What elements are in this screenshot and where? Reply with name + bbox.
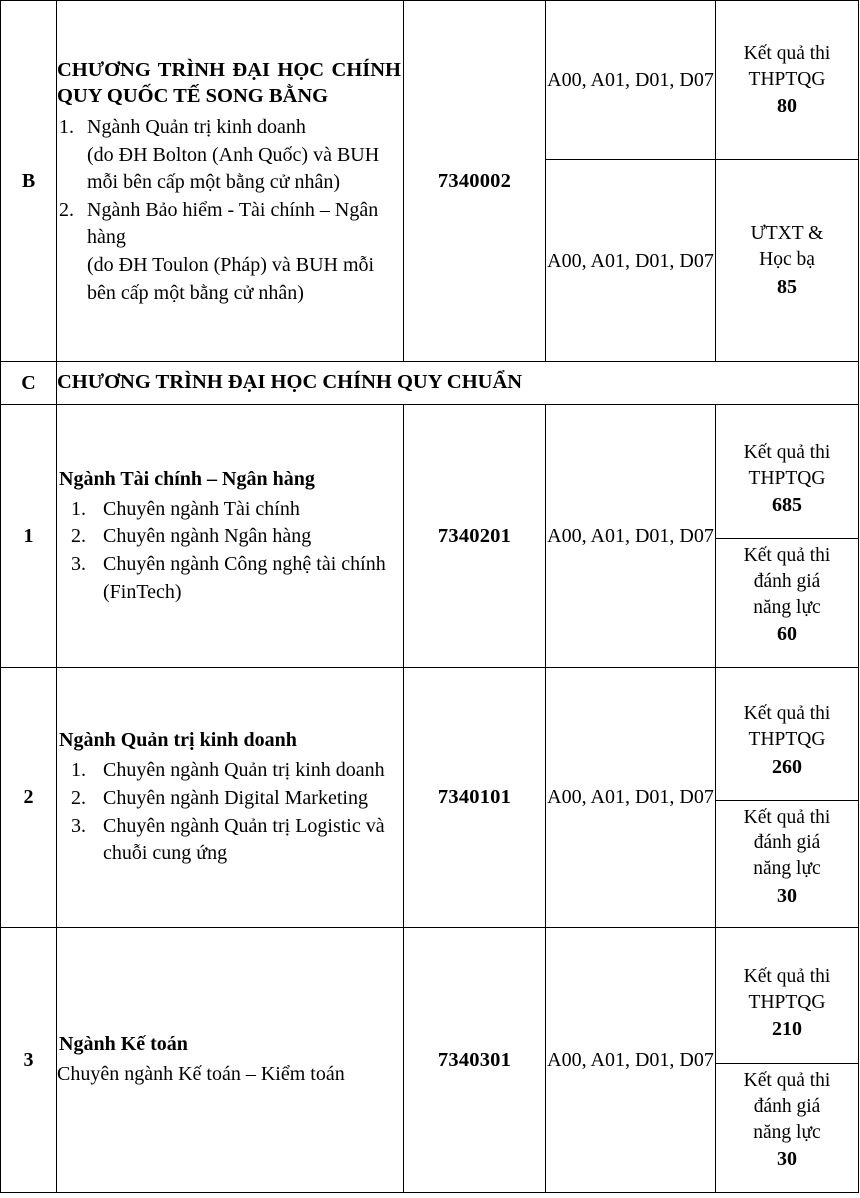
list-marker: 3. [71, 553, 86, 575]
quota-method-line-1: Kết quả thi [743, 965, 831, 987]
table-row [1, 928, 859, 1193]
quota-method-line-3: năng lực [753, 596, 821, 618]
list-item [57, 523, 403, 551]
section-b-blocks-2: A00, A01, D01, D07 [546, 160, 716, 362]
section-b-item-list [57, 114, 403, 307]
list-marker: 3. [71, 814, 86, 837]
quota-value: 80 [777, 95, 797, 118]
quota-entry [716, 943, 858, 1064]
list-marker: 2. [71, 525, 86, 548]
quota-value: 260 [772, 755, 802, 778]
specialization-label: Chuyên ngành Tài chính [103, 497, 300, 520]
quota-method-line-1: ƯTXT & [750, 223, 824, 245]
row-name-cell-3 [57, 928, 404, 1193]
list-marker: 1. [71, 759, 86, 782]
section-b-blocks-1: A00, A01, D01, D07 [546, 1, 716, 160]
exam-blocks-1: A00, A01, D01, D07 [546, 405, 716, 668]
quota-subtable [716, 37, 858, 124]
list-marker: 2. [71, 786, 86, 809]
row-index-1: 1 [1, 405, 57, 668]
row-name-cell-2 [57, 668, 404, 928]
specialization-list [57, 757, 403, 867]
quota-subtable [716, 943, 858, 1177]
list-marker: 1. [71, 497, 86, 520]
specialization-label: Chuyên ngành Quản trị Logistic và chuỗi cung ứng [103, 814, 385, 865]
major-title: Ngành Quản trị kinh doanh [59, 729, 297, 752]
row-quota-cell-1 [716, 405, 859, 668]
quota-method-line-2: THPTQG [748, 991, 826, 1013]
quota-subtable [716, 217, 858, 304]
quota-value: 85 [777, 275, 797, 298]
quota-method-line-2: THPTQG [748, 68, 826, 90]
list-item [57, 813, 403, 868]
section-b-name-cell [57, 1, 404, 362]
section-b-quota-1-cell [716, 1, 859, 160]
quota-method-line-2: đánh giá [753, 1095, 821, 1117]
quota-value: 30 [777, 884, 797, 907]
row-name-cell-1 [57, 405, 404, 668]
list-item [57, 551, 403, 606]
major-code-3: 7340301 [404, 928, 546, 1193]
quota-entry [716, 37, 858, 124]
quota-entry [716, 217, 858, 304]
table-row [1, 668, 859, 928]
quota-method-line-1: Kết quả thi [743, 703, 831, 725]
quota-entry [716, 1064, 858, 1177]
program-note: (do ĐH Bolton (Anh Quốc) và BUH mỗi bên cấp một bằng cử nhân) [87, 143, 380, 194]
quota-method-line-3: năng lực [753, 858, 821, 880]
specialization-list [57, 496, 403, 606]
row-quota-cell-2 [716, 668, 859, 928]
quota-method-line-1: Kết quả thi [743, 545, 831, 567]
exam-blocks-2: A00, A01, D01, D07 [546, 668, 716, 928]
quota-value: 60 [777, 623, 797, 646]
quota-entry [716, 682, 858, 801]
quota-value: 30 [777, 1148, 797, 1171]
specialization-label: Chuyên ngành Kế toán – Kiểm toán [57, 1063, 345, 1086]
major-title: Ngành Tài chính – Ngân hàng [59, 467, 315, 490]
specialization-label: Chuyên ngành Quản trị kinh doanh [103, 759, 385, 782]
quota-entry [716, 800, 858, 913]
section-b-quota-2-cell [716, 160, 859, 362]
table-row [1, 362, 859, 405]
quota-method-line-2: đánh giá [753, 832, 821, 854]
quota-method-line-2: THPTQG [748, 729, 826, 750]
section-b-index: B [1, 1, 57, 362]
exam-blocks-3: A00, A01, D01, D07 [546, 928, 716, 1193]
list-marker: 1. [59, 116, 74, 139]
quota-entry [716, 420, 858, 539]
quota-entry [716, 539, 858, 652]
quota-method-line-2: THPTQG [748, 467, 826, 489]
program-title: Ngành Quản trị kinh doanh [87, 116, 306, 139]
section-b-heading: CHƯƠNG TRÌNH ĐẠI HỌC CHÍNH QUY QUỐC TẾ SONG BẰNG [57, 58, 401, 108]
quota-method-line-3: năng lực [753, 1121, 821, 1143]
list-item [57, 785, 403, 813]
specialization-label: Chuyên ngành Ngân hàng [103, 525, 312, 548]
list-marker: 2. [59, 198, 74, 221]
quota-method-line-1: Kết quả thi [743, 42, 831, 64]
program-title: Ngành Bảo hiểm - Tài chính – Ngân hàng [87, 198, 379, 249]
quota-value: 210 [772, 1018, 802, 1041]
major-title: Ngành Kế toán [59, 1033, 188, 1056]
list-item [57, 197, 403, 307]
list-item [57, 496, 403, 524]
specialization-label: Chuyên ngành Digital Marketing [103, 786, 368, 809]
program-note: (do ĐH Toulon (Pháp) và BUH mỗi bên cấp một bằng cử nhân) [87, 254, 375, 304]
quota-method-line-1: Kết quả thi [743, 806, 831, 828]
quota-subtable [716, 682, 858, 914]
list-item [57, 114, 403, 197]
list-item [57, 757, 403, 785]
major-code-2: 7340101 [404, 668, 546, 928]
table-row [1, 1, 859, 160]
major-code-1: 7340201 [404, 405, 546, 668]
quota-method-line-2: đánh giá [753, 570, 821, 592]
section-c-heading: CHƯƠNG TRÌNH ĐẠI HỌC CHÍNH QUY CHUẨN [57, 362, 859, 405]
specialization-label: Chuyên ngành Công nghệ tài chính (FinTech) [103, 553, 386, 603]
row-index-3: 3 [1, 928, 57, 1193]
quota-method-line-2: Học bạ [759, 249, 815, 271]
quota-method-line-1: Kết quả thi [743, 441, 831, 463]
section-b-major-code: 7340002 [404, 1, 546, 362]
row-quota-cell-3 [716, 928, 859, 1193]
section-c-index: C [1, 362, 57, 405]
row-index-2: 2 [1, 668, 57, 928]
table-row [1, 405, 859, 668]
quota-value: 685 [772, 494, 802, 517]
quota-subtable [716, 420, 858, 652]
quota-method-line-1: Kết quả thi [743, 1070, 831, 1092]
